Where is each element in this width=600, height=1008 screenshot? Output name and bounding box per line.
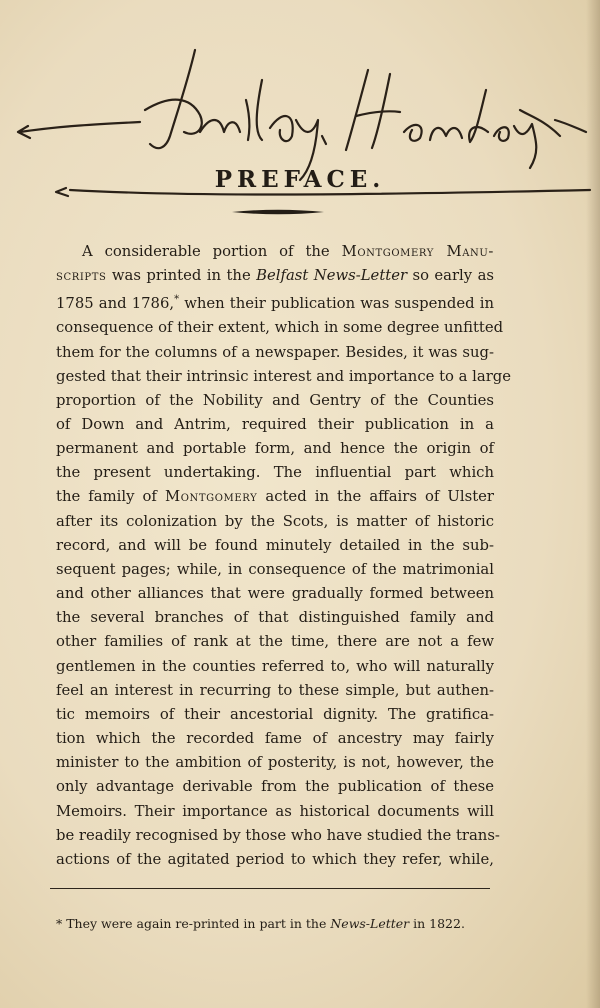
text-run: feel an interest in recurring to these simple, but authen- [56, 681, 494, 699]
preface-body [56, 240, 512, 872]
text-line [56, 606, 494, 630]
text-run: Belfast News-Letter [256, 267, 408, 285]
text-line [56, 316, 504, 340]
text-line [56, 389, 494, 413]
text-run: permanent and portable form, and hence the origin of [56, 440, 494, 458]
text-run: Montgomery Manu- [341, 243, 494, 260]
text-line [56, 485, 494, 509]
footnote [56, 916, 496, 931]
text-line [56, 848, 494, 872]
text-run: of Down and Antrim, required their publication in a [56, 416, 494, 434]
text-run: sequent pages; while, in consequence of the matrimonial [56, 560, 494, 578]
text-line [56, 751, 494, 775]
text-run: when their publication was suspended in [179, 295, 494, 313]
text-line [56, 703, 494, 727]
text-run: gested that their intrinsic interest and importance to a large [56, 367, 512, 385]
text-line [56, 461, 494, 485]
text-line [56, 775, 494, 799]
text-run: actions of the agitated period to which they refer, while, [56, 850, 494, 868]
text-run: be readily recognised by those who have studied the trans- [56, 826, 500, 844]
footnote-rule [50, 888, 490, 889]
text-line [56, 365, 512, 389]
text-run: consequence of their extent, which in some degree unfitted [56, 319, 504, 337]
text-line [56, 824, 500, 848]
text-line [56, 582, 494, 606]
text-run: the family of [56, 488, 165, 506]
text-run: after its colonization by the Scots, is matter of historic [56, 512, 494, 530]
text-line [56, 341, 494, 365]
text-run: was printed in the [106, 267, 257, 285]
text-line [56, 240, 494, 264]
text-run: * [174, 294, 180, 306]
text-run: the present undertaking. The influential part which [56, 464, 494, 482]
text-run: Montgomery [164, 488, 258, 506]
text-line [56, 679, 494, 703]
text-run: them for the columns of a newspaper. Besides, it was sug- [56, 343, 494, 361]
text-run: only advantage derivable from the publication of these [56, 778, 494, 796]
text-line [56, 558, 494, 582]
text-run: gentlemen in the counties referred to, who will naturally [56, 657, 494, 675]
text-run: proportion of the Nobility and Gentry of the Counties [56, 391, 494, 409]
text-line [56, 727, 494, 751]
text-line [56, 630, 494, 654]
text-line [56, 510, 494, 534]
text-run: record, and will be found minutely detailed in the sub- [56, 536, 494, 554]
text-run: other families of rank at the time, there are not a few [56, 633, 494, 651]
text-run: acted in the affairs of Ulster [257, 488, 495, 506]
text-run: and other alliances that were gradually formed between [56, 585, 494, 603]
text-line [56, 264, 494, 288]
text-run: in 1822. [409, 916, 465, 931]
text-line [56, 288, 494, 316]
text-run: scripts [56, 267, 107, 285]
text-run: tion which the recorded fame of ancestry may fairly [56, 730, 494, 748]
text-line [56, 437, 494, 461]
text-run: 1785 and 1786, [56, 295, 175, 313]
text-run: so early as [407, 267, 494, 285]
text-run: News-Letter [330, 916, 410, 931]
text-run: the several branches of that distinguished family and [56, 609, 494, 627]
page-title: PREFACE. [214, 166, 386, 193]
text-run: * They were again re-printed in part in the [56, 916, 331, 931]
text-line [56, 413, 494, 437]
text-line [56, 800, 494, 824]
text-run: tic memoirs of their ancestorial dignity. The gratifica- [56, 705, 494, 723]
text-line [56, 534, 494, 558]
text-line [56, 655, 494, 679]
text-run: Memoirs. Their importance as historical documents will [56, 802, 494, 820]
title-ornament [232, 207, 324, 217]
text-run: minister to the ambition of posterity, is not, however, the [56, 754, 494, 772]
text-run: A considerable portion of the [82, 243, 342, 260]
